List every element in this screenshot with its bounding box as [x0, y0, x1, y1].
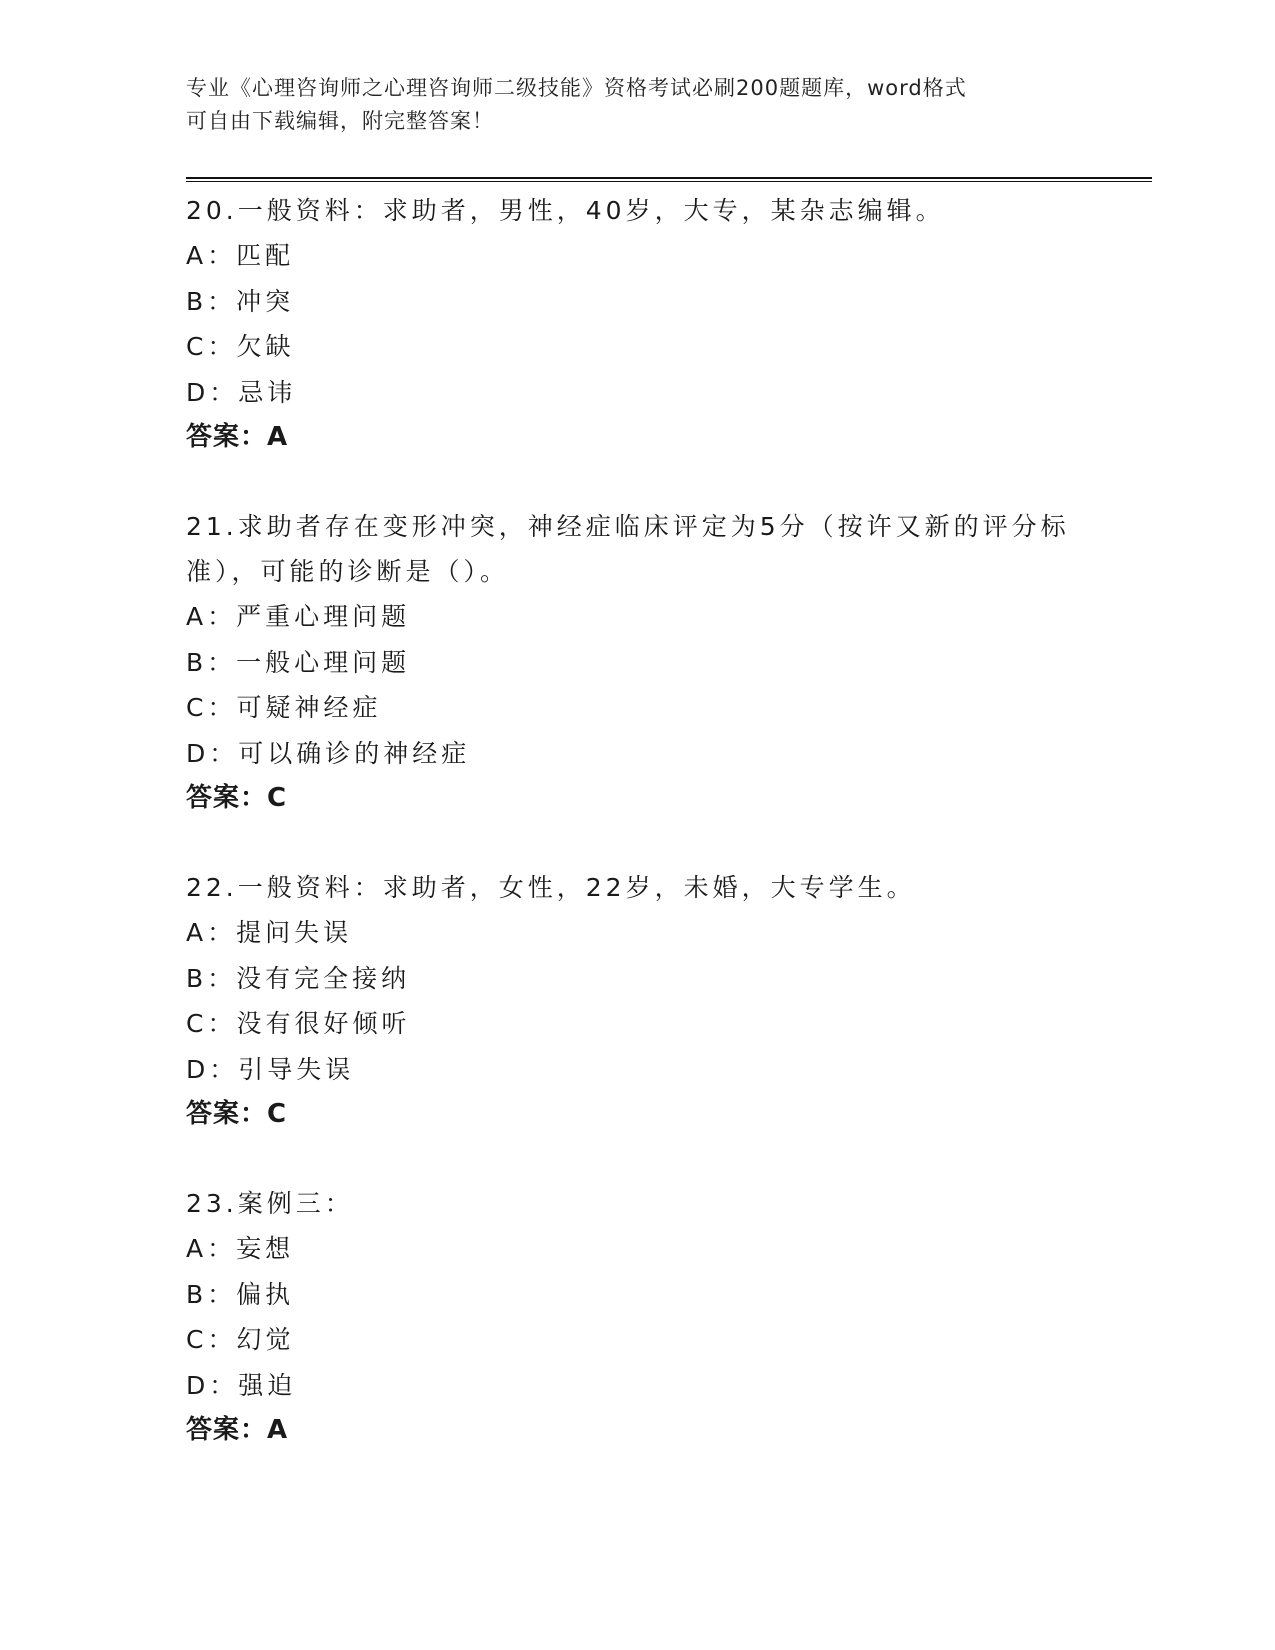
option-a: A：提问失误 — [186, 918, 353, 947]
answer: 答案：C — [186, 783, 288, 813]
option-a: A：妄想 — [186, 1234, 295, 1263]
option-d: D：可以确诊的神经症 — [186, 738, 471, 768]
option-a: A：匹配 — [186, 241, 295, 270]
option-c: C：可疑神经症 — [186, 693, 382, 722]
option-d: D：引导失误 — [186, 1054, 355, 1084]
option-d: D：强迫 — [186, 1370, 297, 1400]
question-21 — [186, 504, 1086, 821]
answer: 答案：A — [186, 1415, 289, 1445]
question-22 — [186, 865, 1086, 1137]
document-header — [186, 72, 1086, 138]
option-c: C：欠缺 — [186, 332, 295, 361]
option-a: A：严重心理问题 — [186, 602, 411, 631]
answer: 答案：A — [186, 422, 289, 452]
option-c: C：幻觉 — [186, 1325, 295, 1354]
question-stem: 20.一般资料：求助者，男性，40岁，大专，某杂志编辑。 — [186, 196, 945, 225]
question-list — [186, 188, 1086, 1497]
option-b: B：偏执 — [186, 1279, 295, 1309]
question-23 — [186, 1181, 1086, 1453]
option-d: D：忌讳 — [186, 377, 297, 407]
question-stem: 21.求助者存在变形冲突，神经症临床评定为5分（按许又新的评分标准），可能的诊断是（）。 — [186, 512, 1070, 586]
header-line-2: 可自由下载编辑，附完整答案！ — [186, 109, 494, 133]
question-20 — [186, 188, 1086, 460]
option-b: B：一般心理问题 — [186, 647, 411, 677]
header-divider — [186, 177, 1152, 182]
header-line-1: 专业《心理咨询师之心理咨询师二级技能》资格考试必刷200题题库，word格式 — [186, 76, 967, 100]
question-stem: 22.一般资料：求助者，女性，22岁，未婚，大专学生。 — [186, 873, 916, 902]
option-c: C：没有很好倾听 — [186, 1009, 411, 1038]
option-b: B：没有完全接纳 — [186, 963, 411, 993]
answer: 答案：C — [186, 1099, 288, 1129]
option-b: B：冲突 — [186, 286, 295, 316]
question-stem: 23.案例三： — [186, 1189, 354, 1218]
